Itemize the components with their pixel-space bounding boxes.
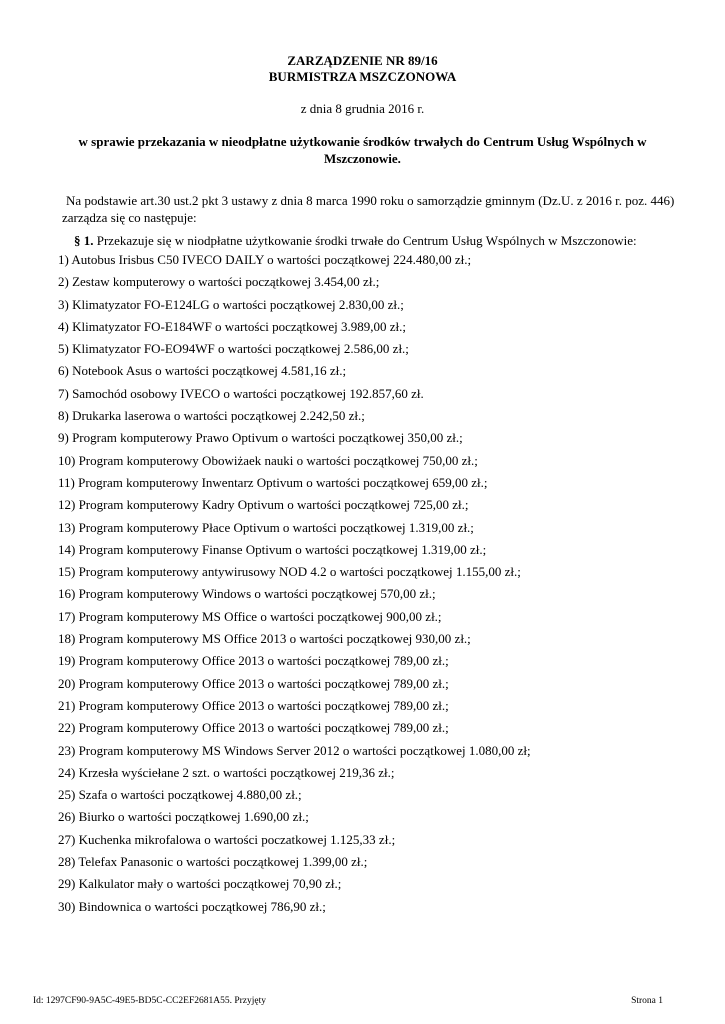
list-item: 6) Notebook Asus o wartości początkowej 4.581,16 zł.; (58, 363, 347, 379)
list-item: 29) Kalkulator mały o wartości początkowej 70,90 zł.; (58, 876, 342, 892)
list-item: 19) Program komputerowy Office 2013 o wartości początkowej 789,00 zł.; (58, 653, 449, 669)
list-item: 8) Drukarka laserowa o wartości początkowej 2.242,50 zł.; (58, 408, 365, 424)
list-item: 13) Program komputerowy Płace Optivum o wartości początkowej 1.319,00 zł.; (58, 519, 474, 535)
list-item: 27) Kuchenka mikrofalowa o wartości poczatkowej 1.125,33 zł.; (58, 831, 396, 847)
list-item: 4) Klimatyzator FO-E184WF o wartości początkowej 3.989,00 zł.; (58, 318, 407, 334)
document-title-number: ZARZĄDZENIE NR 89/16 (287, 53, 438, 68)
document-subject: w sprawie przekazania w nieodpłatne użytkowanie środków trwałych do Centrum Usług Wspólnych w Mszczonowie. (78, 134, 647, 166)
list-item: 25) Szafa o wartości początkowej 4.880,00 zł.; (58, 787, 302, 803)
list-item: 28) Telefax Panasonic o wartości początkowej 1.399,00 zł.; (58, 854, 368, 870)
list-item: 1) Autobus Irisbus C50 IVECO DAILY o wartości początkowej 224.480,00 zł.; (58, 252, 472, 267)
section-1-paragraph (74, 233, 694, 249)
list-item: 24) Krzesła wyściełane 2 szt. o wartości początkowej 219,36 zł.; (58, 764, 395, 780)
list-item: 22) Program komputerowy Office 2013 o wartości początkowej 789,00 zł.; (58, 720, 449, 736)
list-item: 5) Klimatyzator FO-EO94WF o wartości początkowej 2.586,00 zł.; (58, 341, 409, 357)
list-item: 30) Bindownica o wartości początkowej 786,90 zł.; (58, 898, 326, 914)
list-item: 16) Program komputerowy Windows o wartości początkowej 570,00 zł.; (58, 586, 436, 602)
list-item: 23) Program komputerowy MS Windows Server 2012 o wartości początkowej 1.080,00 zł; (58, 742, 531, 758)
list-item: 17) Program komputerowy MS Office o wartości początkowej 900,00 zł.; (58, 608, 442, 624)
document-date: z dnia 8 grudnia 2016 r. (300, 101, 425, 116)
legal-basis-paragraph: Na podstawie art.30 ust.2 pkt 3 ustawy z dnia 8 marca 1990 roku o samorządzie gminnym (Dz.U. z 2016 r. poz. 446) zarządza się co następuje: (62, 193, 675, 225)
section-text: Przekazuje się w niodpłatne użytkowanie środki trwałe do Centrum Usług Wspólnych w Mszczonowie: (96, 233, 637, 248)
section-number: § 1. (74, 233, 94, 248)
list-item: 14) Program komputerowy Finanse Optivum o wartości początkowej 1.319,00 zł.; (58, 541, 487, 557)
list-item: 3) Klimatyzator FO-E124LG o wartości początkowej 2.830,00 zł.; (58, 296, 404, 312)
footer-page-number: Strona 1 (631, 996, 663, 1006)
list-item: 18) Program komputerowy MS Office 2013 o wartości początkowej 930,00 zł.; (58, 631, 471, 647)
list-item: 21) Program komputerowy Office 2013 o wartości początkowej 789,00 zł.; (58, 697, 449, 713)
list-item: 20) Program komputerowy Office 2013 o wartości początkowej 789,00 zł.; (58, 675, 449, 691)
list-item: 26) Biurko o wartości początkowej 1.690,00 zł.; (58, 809, 309, 825)
document-title-authority: BURMISTRZA MSZCZONOWA (268, 69, 457, 84)
list-item: 7) Samochód osobowy IVECO o wartości początkowej 192.857,60 zł. (58, 385, 424, 401)
list-item: 15) Program komputerowy antywirusowy NOD 4.2 o wartości początkowej 1.155,00 zł.; (58, 564, 521, 580)
list-item: 2) Zestaw komputerowy o wartości początkowej 3.454,00 zł.; (58, 274, 380, 290)
footer-document-id: Id: 1297CF90-9A5C-49E5-BD5C-CC2EF2681A55. Przyjęty (33, 996, 267, 1006)
list-item: 10) Program komputerowy Obowiżaek nauki o wartości początkowej 750,00 zł.; (58, 452, 478, 468)
list-item: 12) Program komputerowy Kadry Optivum o wartości początkowej 725,00 zł.; (58, 497, 469, 513)
list-item: 11) Program komputerowy Inwentarz Optivum o wartości początkowej 659,00 zł.; (58, 474, 488, 490)
list-item: 9) Program komputerowy Prawo Optivum o wartości początkowej 350,00 zł.; (58, 430, 463, 446)
asset-list (58, 252, 698, 921)
